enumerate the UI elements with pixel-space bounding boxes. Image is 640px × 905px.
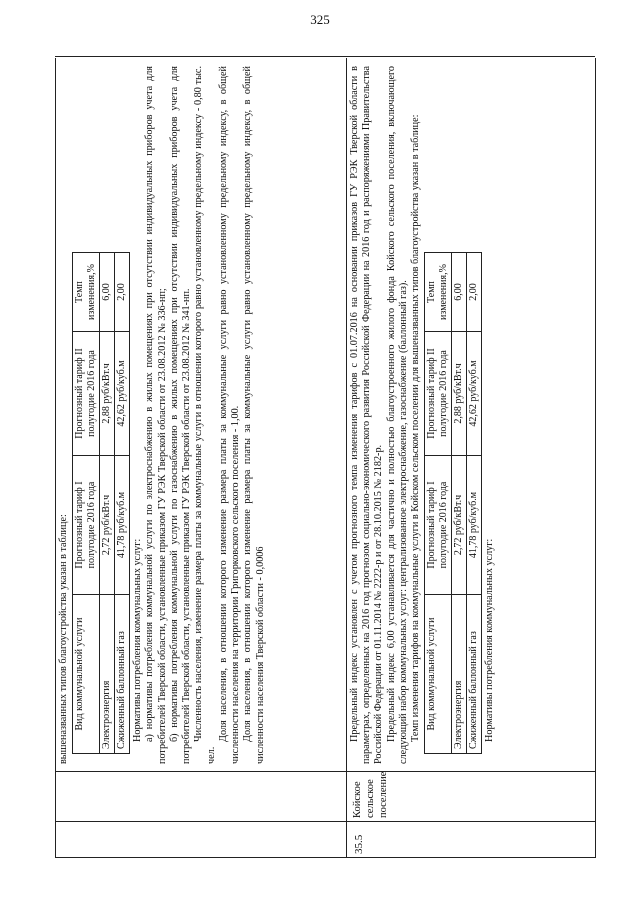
cell: 2,88 руб/кВт.ч bbox=[452, 332, 467, 456]
cell: Электроэнергия bbox=[100, 595, 115, 754]
paragraph: Нормативы потребления коммунальных услуг: bbox=[132, 538, 144, 742]
cell: Сжиженный баллонный газ bbox=[115, 595, 130, 754]
tariff-row bbox=[467, 253, 482, 754]
cell: 2,00 bbox=[115, 253, 130, 332]
row-number-cell bbox=[347, 821, 595, 858]
cell: Сжиженный баллонный газ bbox=[467, 595, 482, 754]
header-cell: Прогнозный тариф I полугодие 2016 года bbox=[73, 456, 100, 595]
tariff-table-header bbox=[73, 253, 100, 754]
table-row bbox=[346, 58, 596, 858]
paragraph: б) нормативы потребления коммунальной услуги по газоснабжению в жилых помещениях при отсутствии индивидуальных приборов учета для потребителей Тверской области, установленные приказом ГУ РЭК Тверской области от 23.08.2012 № 341-нп. bbox=[168, 66, 193, 764]
cell: 6,00 bbox=[100, 253, 115, 332]
section-body bbox=[347, 58, 595, 770]
header-cell: Прогнозный тариф II полугодие 2016 года bbox=[73, 332, 100, 456]
cell: 42,62 руб/куб.м bbox=[467, 332, 482, 456]
section-body bbox=[56, 58, 346, 770]
paragraph: Доля населения, в отношении которого изменение размера платы за коммунальные услуги равно установленному предельному индексу, в общей численности населения на территории Григорковского сельского поселения - 1,00. bbox=[217, 66, 242, 764]
tariff-table-header bbox=[425, 253, 452, 754]
paragraph: Предельный индекс 6,00 устанавливается для частично и полностью благоустроенного жилого фонда Койского сельского поселения, включающего следующий набор коммунальных услуг: централизованное электроснабжение, газоснабжение (баллонный газ). bbox=[385, 66, 409, 764]
tariff-table bbox=[424, 252, 482, 754]
paragraph: Доля населения, в отношении которого изменение размера платы за коммунальные услуги равно установленному предельному индексу, в общей численности населения Тверской области - 0,0006 bbox=[242, 66, 266, 764]
paragraph: а) нормативы потребления коммунальной услуги по электроснабжению в жилых помещениях при отсутствии индивидуальных приборов учета для потребителей Тверской области, установленные приказом ГУ РЭК Тверской области от 23.08.2012 № 336-нп; bbox=[144, 66, 168, 764]
paragraph: Предельный индекс установлен с учетом прогнозного темпа изменения тарифов с 01.07.2016 на основании приказов ГУ РЭК Тверской области в параметрах, определенных на 2016 год прогнозом социально-экономического развития Российской Федерации на 2016 год и распоряжениями Правительства Российской Федерации от 01.11.2014 № 2222-р и от 28.10.2015 № 2182-р. bbox=[349, 66, 385, 764]
rotated-document-table bbox=[55, 58, 595, 858]
page-number: 325 bbox=[310, 12, 330, 27]
cell: 2,00 bbox=[467, 253, 482, 332]
tariff-table bbox=[72, 252, 130, 754]
paragraph: вышеназванных типов благоустройства указан в таблице: bbox=[58, 514, 69, 764]
cell: 41,78 руб/куб.м bbox=[467, 456, 482, 595]
cell: 6,00 bbox=[452, 253, 467, 332]
settlement-name-cell bbox=[56, 771, 346, 821]
tariff-row bbox=[452, 253, 467, 754]
paragraph: Нормативы потребления коммунальных услуг: bbox=[484, 538, 496, 742]
settlement-name-cell bbox=[347, 771, 595, 821]
row-number: 35.5 bbox=[353, 834, 365, 854]
table-row bbox=[55, 58, 347, 858]
tariff-row bbox=[100, 253, 115, 754]
row-number-cell bbox=[56, 821, 346, 858]
header-cell: Прогнозный тариф II полугодие 2016 года bbox=[425, 332, 452, 456]
header-cell: Темп изменения,% bbox=[73, 253, 100, 332]
paragraph: Темп изменения тарифов на коммунальные услуги в Койском сельском поселении для вышеназванных типов благоустройства указан в таблице: bbox=[410, 114, 422, 742]
tariff-row bbox=[115, 253, 130, 754]
cell: 41,78 руб/куб.м bbox=[115, 456, 130, 595]
paragraph: Численность населения, изменение размера платы за коммунальные услуги в отношении которого равно установленному предельному индексу - 0,80 тыс. чел. bbox=[193, 66, 217, 764]
settlement-name: Койское сельское поселение bbox=[352, 771, 390, 818]
cell: 2,72 руб/кВт.ч bbox=[100, 456, 115, 595]
cell: 2,72 руб/кВт.ч bbox=[452, 456, 467, 595]
header-cell: Вид коммунальной услуги bbox=[425, 595, 452, 754]
header-cell: Темп изменения,% bbox=[425, 253, 452, 332]
header-cell: Вид коммунальной услуги bbox=[73, 595, 100, 754]
cell: 2,88 руб/кВт.ч bbox=[100, 332, 115, 456]
cell: 42,62 руб/куб.м bbox=[115, 332, 130, 456]
cell: Электроэнергия bbox=[452, 595, 467, 754]
header-cell: Прогнозный тариф I полугодие 2016 года bbox=[425, 456, 452, 595]
